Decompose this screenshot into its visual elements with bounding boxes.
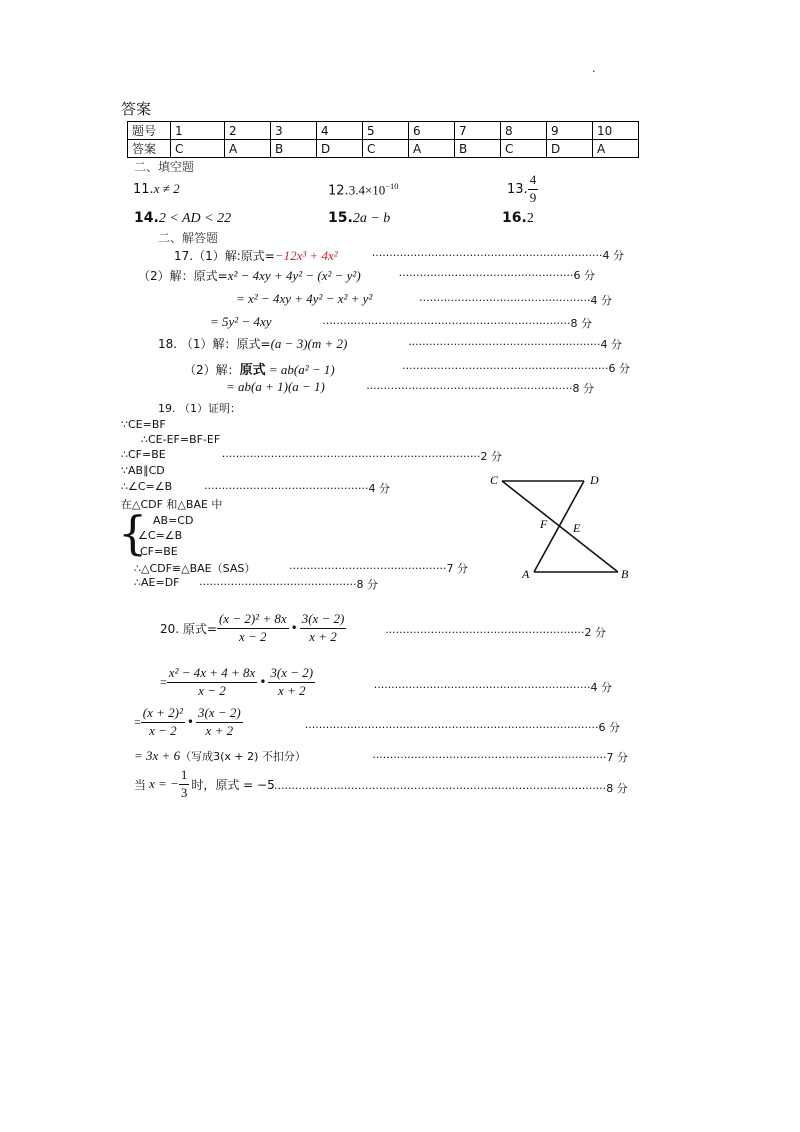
question-number: 11. bbox=[133, 182, 154, 197]
score-label: ···································································7 分 bbox=[372, 751, 628, 764]
table-cell: 6 bbox=[409, 122, 455, 140]
question-number: 16. bbox=[502, 210, 527, 226]
step-label: 20. 原式= bbox=[160, 621, 217, 636]
score-text: 4 分 bbox=[590, 294, 612, 307]
step-label: 18. （1）解：原式= bbox=[158, 337, 271, 351]
q17-2-line bbox=[138, 267, 361, 284]
fraction bbox=[300, 612, 347, 645]
point-label-b: B bbox=[621, 567, 629, 581]
question-number: 14. bbox=[134, 210, 159, 226]
dot-operator: • bbox=[259, 675, 267, 690]
score-label: ·················································4 分 bbox=[419, 294, 612, 307]
denominator: x + 2 bbox=[277, 682, 306, 698]
fraction bbox=[141, 706, 185, 739]
table-cell: 9 bbox=[547, 122, 593, 140]
score-label: ···························································8 分 bbox=[366, 382, 594, 395]
q20-line2 bbox=[160, 666, 315, 699]
fraction bbox=[268, 666, 315, 699]
answer-expression: 2 bbox=[526, 211, 534, 226]
q17-2-step3: = 5y² − 4xy bbox=[210, 314, 272, 329]
denominator: x − 2 bbox=[239, 628, 267, 644]
table-cell: 1 bbox=[171, 122, 225, 140]
score-label: ·······································································8 分 bbox=[322, 317, 592, 330]
score-label: ··················································6 分 bbox=[398, 269, 595, 282]
proof-condition: ∠C=∠B bbox=[138, 529, 183, 542]
corner-dot: . bbox=[592, 62, 596, 75]
score-text: 7 分 bbox=[606, 751, 628, 764]
step-expression: = 3x + 6 bbox=[134, 748, 181, 763]
fill-heading: 二、填空题 bbox=[134, 160, 195, 174]
numerator: 3(x − 2) bbox=[268, 666, 315, 683]
step-expression: = ab(a² − 1) bbox=[265, 362, 335, 377]
numerator: (x − 2)² + 8x bbox=[217, 612, 289, 629]
dot-operator: • bbox=[290, 621, 298, 636]
table-cell: 题号 bbox=[128, 122, 171, 140]
denominator: x − 2 bbox=[149, 722, 177, 738]
score-label: ···············································4 分 bbox=[204, 482, 390, 495]
proof-line: ∴AE=DF bbox=[134, 576, 180, 589]
table-cell: C bbox=[363, 140, 409, 158]
proof-line: 在△CDF 和△BAE 中 bbox=[121, 498, 223, 511]
table-cell: 5 bbox=[363, 122, 409, 140]
score-label: ··································································4 分 bbox=[371, 249, 624, 262]
fraction bbox=[196, 706, 243, 739]
answer-15 bbox=[328, 210, 390, 227]
proof-line: ∴△CDF≌△BAE（SAS） bbox=[134, 562, 256, 575]
score-text: 4 分 bbox=[368, 482, 390, 495]
score-text: 4 分 bbox=[602, 249, 624, 262]
question-number: 13. bbox=[507, 181, 528, 197]
q17-1-line bbox=[174, 247, 338, 264]
denominator: x + 2 bbox=[309, 628, 337, 644]
segment-cb bbox=[502, 481, 618, 572]
score-label: ·······························································································8 分 bbox=[274, 782, 628, 795]
table-cell: A bbox=[409, 140, 455, 158]
dot-operator: • bbox=[186, 715, 194, 730]
score-text: 8 分 bbox=[570, 317, 592, 330]
note-text: （写成3(x + 2) 不扣分） bbox=[180, 750, 306, 763]
score-text: 7 分 bbox=[446, 562, 468, 575]
step-label: 当 bbox=[134, 777, 147, 792]
proof-condition: CF=BE bbox=[140, 545, 178, 558]
q18-2-line bbox=[184, 359, 335, 378]
score-label: ·············································7 分 bbox=[289, 562, 468, 575]
fraction bbox=[179, 768, 190, 801]
answer-expression: 2a − b bbox=[352, 211, 391, 226]
step-expression: x = − bbox=[149, 776, 179, 792]
table-cell: 10 bbox=[593, 122, 639, 140]
table-cell: C bbox=[171, 140, 225, 158]
q18-1-line bbox=[158, 335, 347, 352]
answer-14 bbox=[134, 210, 231, 227]
fraction bbox=[217, 612, 289, 645]
answer-16 bbox=[502, 210, 534, 227]
step-label: （2）解：原式= bbox=[138, 269, 228, 283]
answer-12 bbox=[328, 181, 398, 198]
numerator: (x + 2)² bbox=[141, 706, 185, 723]
table-cell: A bbox=[593, 140, 639, 158]
numerator: 3(x − 2) bbox=[300, 612, 347, 629]
q19-heading: 19. （1）证明： bbox=[158, 402, 241, 415]
table-cell: 2 bbox=[225, 122, 271, 140]
table-row bbox=[128, 140, 639, 158]
point-label-c: C bbox=[490, 473, 499, 487]
answer-13 bbox=[507, 173, 538, 206]
score-text: 6 分 bbox=[573, 269, 595, 282]
table-cell: B bbox=[455, 140, 501, 158]
q17-2-step2: = x² − 4xy + 4y² − x² + y² bbox=[236, 291, 373, 306]
proof-line: ∵CE=BF bbox=[121, 418, 166, 431]
table-cell: 4 bbox=[317, 122, 363, 140]
score-text: 4 分 bbox=[590, 681, 612, 694]
table-cell: 3 bbox=[271, 122, 317, 140]
score-text: 2 分 bbox=[584, 626, 606, 639]
q20-line1 bbox=[160, 612, 346, 645]
denominator: x − 2 bbox=[198, 682, 226, 698]
table-cell: C bbox=[501, 140, 547, 158]
table-cell: D bbox=[317, 140, 363, 158]
answer-table bbox=[127, 121, 639, 158]
table-cell: D bbox=[547, 140, 593, 158]
step-expression: x² − 4xy + 4y² − (x² − y²) bbox=[227, 268, 361, 283]
table-cell: 8 bbox=[501, 122, 547, 140]
q18-2-step2: = ab(a + 1)(a − 1) bbox=[226, 379, 325, 394]
numerator: x² − 4x + 4 + 8x bbox=[167, 666, 258, 683]
score-text: 2 分 bbox=[480, 450, 502, 463]
score-label: ····················································································6 分 bbox=[304, 721, 620, 734]
table-row bbox=[128, 122, 639, 140]
geometry-figure bbox=[486, 470, 636, 582]
solve-heading: 二、解答题 bbox=[158, 231, 219, 245]
score-text: 6 分 bbox=[608, 362, 630, 375]
point-label-f: F bbox=[540, 517, 548, 531]
answer-11 bbox=[133, 181, 180, 197]
score-label: ······························································4 分 bbox=[373, 681, 612, 694]
proof-line: ∵AB∥CD bbox=[121, 464, 165, 477]
point-label-e: E bbox=[573, 521, 581, 535]
score-label: ··········································································2 分 bbox=[221, 450, 502, 463]
score-label: ·············································8 分 bbox=[199, 578, 378, 591]
proof-line: ∴∠C=∠B bbox=[121, 480, 173, 493]
score-text: 6 分 bbox=[598, 721, 620, 734]
score-text: 8 分 bbox=[356, 578, 378, 591]
table-cell: B bbox=[271, 140, 317, 158]
point-label-a: A bbox=[522, 567, 530, 581]
page-title: 答案 bbox=[121, 100, 152, 118]
question-number: 12. bbox=[328, 183, 349, 199]
proof-condition: AB=CD bbox=[153, 514, 194, 527]
proof-line: ∴CF=BE bbox=[121, 448, 166, 461]
step-label: 17.（1）解:原式= bbox=[174, 249, 275, 263]
fraction bbox=[528, 173, 539, 206]
fraction bbox=[167, 666, 258, 699]
q20-line5 bbox=[134, 768, 275, 801]
denominator: 3 bbox=[180, 784, 188, 800]
question-number: 15. bbox=[328, 210, 353, 226]
score-text: 8 分 bbox=[606, 782, 628, 795]
step-label-bold: 原式 bbox=[239, 363, 266, 378]
denominator: 9 bbox=[529, 189, 537, 205]
numerator: 4 bbox=[528, 173, 539, 190]
score-text: 8 分 bbox=[572, 382, 594, 395]
score-label: ·······················································4 分 bbox=[408, 338, 622, 351]
brace-icon: { bbox=[118, 506, 148, 560]
denominator: x + 2 bbox=[205, 722, 234, 738]
proof-line: ∴CE-EF=BF-EF bbox=[141, 433, 221, 446]
score-label: ·························································2 分 bbox=[385, 626, 606, 639]
score-text: 4 分 bbox=[600, 338, 622, 351]
table-cell: A bbox=[225, 140, 271, 158]
point-label-d: D bbox=[590, 473, 599, 487]
step-label: （2）解： bbox=[184, 363, 240, 377]
table-cell: 答案 bbox=[128, 140, 171, 158]
exponent: −10 bbox=[385, 181, 399, 191]
step-text: 时，原式 = −5 bbox=[191, 777, 275, 792]
numerator: 1 bbox=[179, 768, 190, 785]
step-expression: (a − 3)(m + 2) bbox=[270, 336, 348, 351]
answer-expression: x ≠ 2 bbox=[153, 181, 180, 196]
equals-sign: = bbox=[160, 674, 167, 689]
step-expression: −12x³ + 4x² bbox=[274, 248, 338, 263]
answer-expression: 2 < AD < 22 bbox=[158, 211, 232, 226]
equals-sign: = bbox=[134, 714, 141, 729]
numerator: 3(x − 2) bbox=[196, 706, 243, 723]
answer-expression: 3.4×10 bbox=[348, 182, 386, 198]
q20-line3 bbox=[134, 706, 243, 739]
score-label: ···························································6 分 bbox=[402, 362, 630, 375]
table-cell: 7 bbox=[455, 122, 501, 140]
q20-line4 bbox=[134, 748, 306, 764]
